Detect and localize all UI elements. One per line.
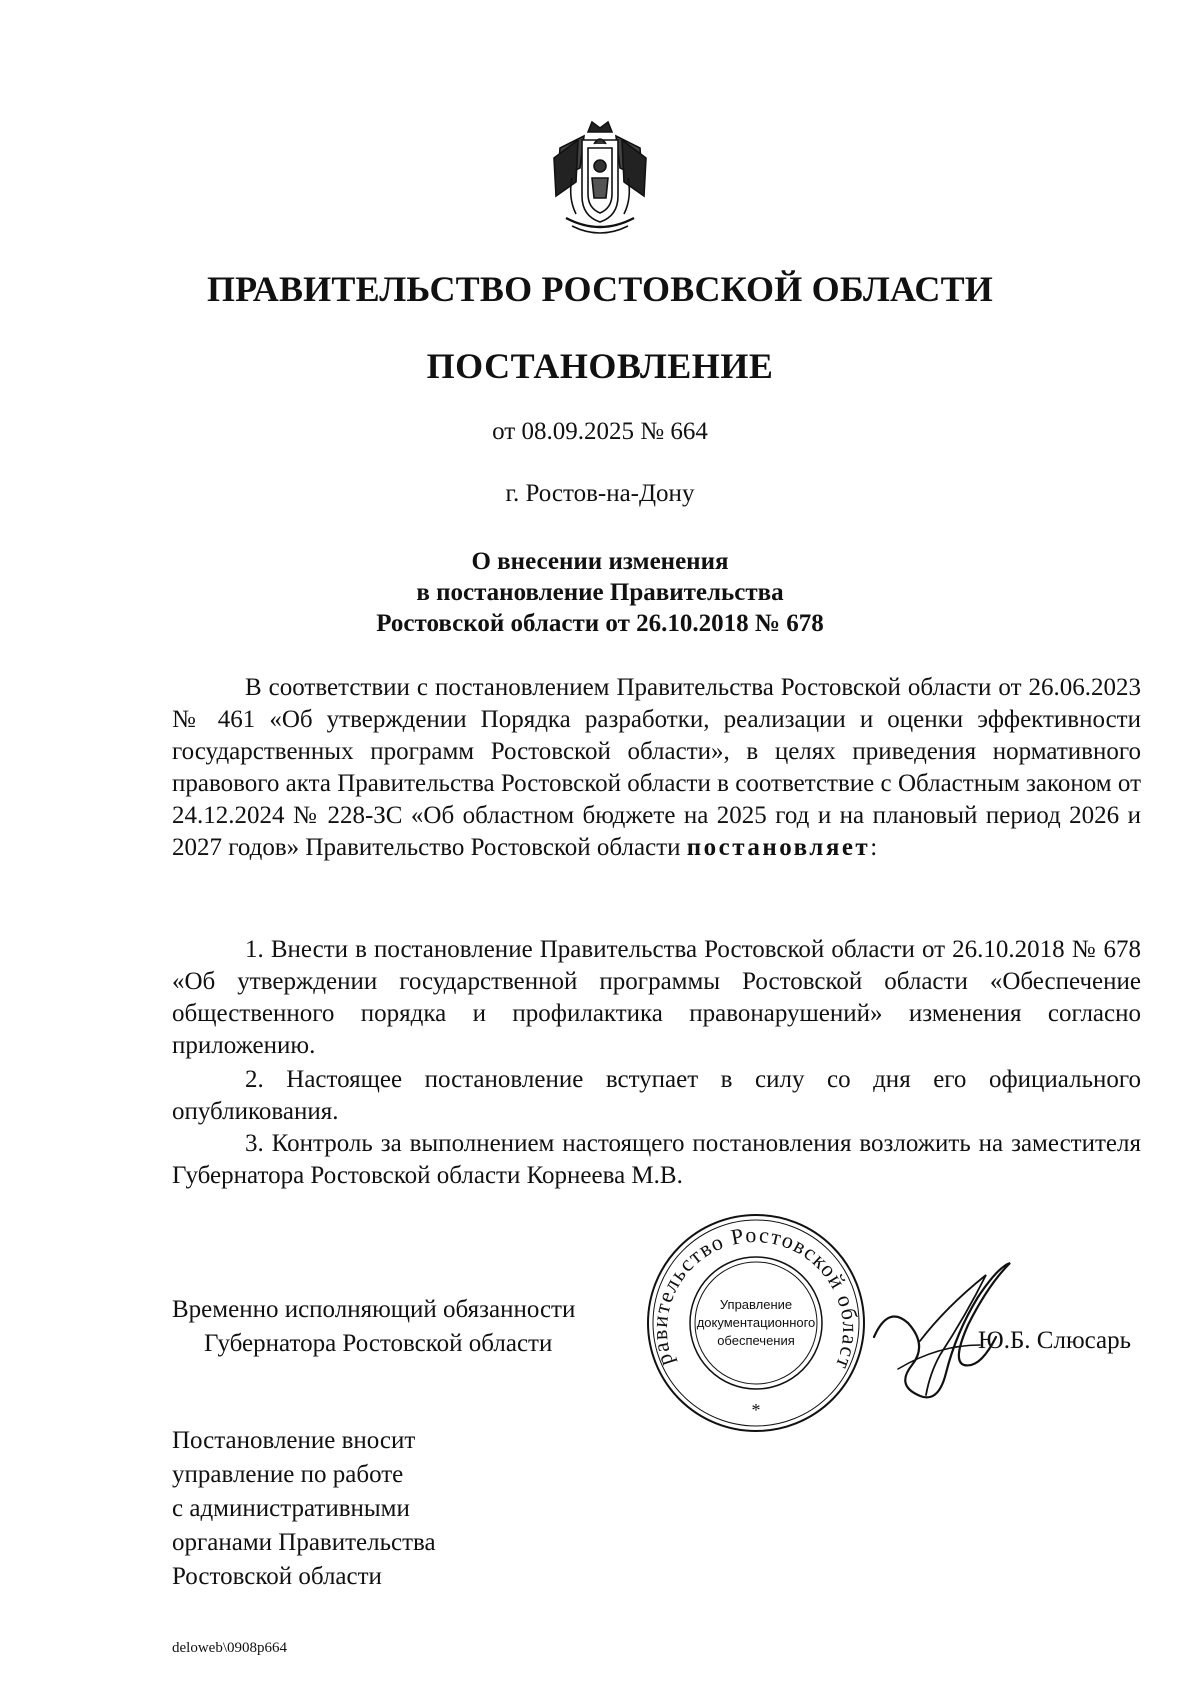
department-line: органами Правительства: [172, 1529, 436, 1556]
seal-star: *: [751, 1400, 761, 1420]
seal-inner-line: Управление: [719, 1297, 793, 1312]
document-subject: [0, 546, 1200, 639]
department-line: Ростовской области: [172, 1563, 382, 1590]
department-line: управление по работе: [172, 1461, 404, 1488]
seal-outer-text: равительство Ростовской област: [646, 1221, 864, 1374]
position-line: Временно исполняющий обязанности: [172, 1296, 576, 1323]
seal-inner-line: обеспечения: [717, 1333, 795, 1348]
preamble-paragraph: [172, 672, 1141, 864]
item-text: 3. Контроль за выполнением настоящего постановления возложить на заместителя Губернатора Ростовской области Корнеева М.В.: [172, 1130, 1141, 1189]
subject-line: в постановление Правительства: [416, 579, 784, 606]
coat-of-arms-icon: [550, 118, 650, 238]
decree-word: постановляет: [686, 834, 871, 861]
department-line: с административными: [172, 1495, 410, 1522]
item-text: 1. Внести в постановление Правительства Ростовской области от 26.10.2018 № 678 «Об утверждении государственной программы Ростовской области «Обеспечение общественного порядка и профилактика правонарушений» изменения согласно приложению.: [172, 936, 1141, 1059]
signatory-name: Ю.Б. Слюсарь: [978, 1327, 1132, 1354]
item-2: [172, 1064, 1141, 1128]
item-1: [172, 934, 1141, 1062]
document-city: г. Ростов-на-Дону: [505, 480, 695, 507]
preamble-text: В соответствии с постановлением Правительства Ростовской области от 26.06.2023 № 461 «Об утверждении Порядка разработки, реализации и оценки эффективности государственных программ Ростовской области», в целях приведения нормативного правового акта Правительства Ростовской области в соответствие с Областным законом от 24.12.2024 № 228-ЗС «Об областном бюджете на 2025 год и на плановый период 2026 и 2027 годов» Правительство Ростовской области: [172, 674, 1141, 861]
signatory-position: [172, 1293, 575, 1361]
subject-line: Ростовской области от 26.10.2018 № 678: [376, 610, 824, 637]
document-type: ПОСТАНОВЛЕНИЕ: [426, 346, 774, 386]
document-date-number: от 08.09.2025 № 664: [492, 418, 708, 445]
document-file-id: deloweb\0908p664: [172, 1640, 287, 1656]
seal-inner-line: документационного: [696, 1315, 816, 1330]
department-line: Постановление вносит: [172, 1427, 416, 1454]
item-text: 2. Настоящее постановление вступает в силу со дня его официального опубликования.: [172, 1066, 1141, 1125]
government-title: ПРАВИТЕЛЬСТВО РОСТОВСКОЙ ОБЛАСТИ: [206, 269, 994, 309]
position-line: Губернатора Ростовской области: [204, 1330, 553, 1357]
official-seal: [645, 1212, 867, 1434]
subject-line: О внесении изменения: [471, 548, 729, 575]
submitting-department: [172, 1424, 436, 1594]
seal-inner-text: [645, 1296, 867, 1350]
item-3: [172, 1128, 1141, 1192]
preamble-colon: :: [870, 834, 878, 861]
